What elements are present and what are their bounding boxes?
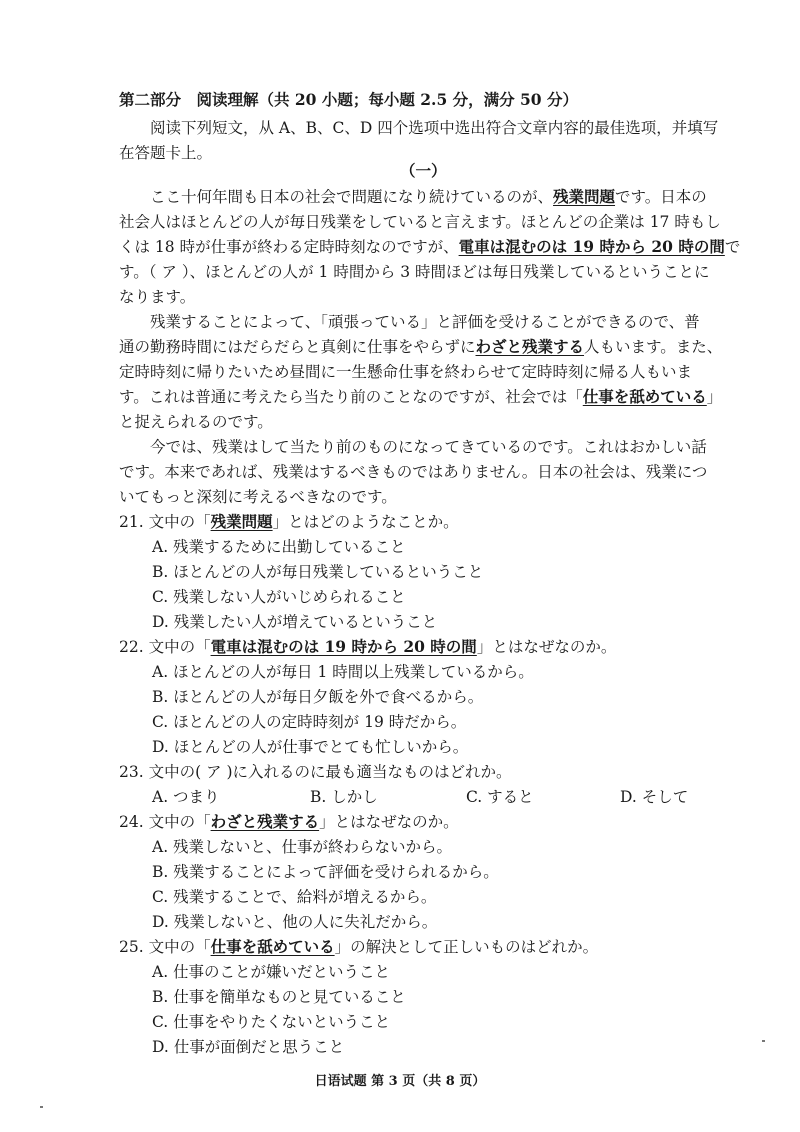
- text-run: 」の解決として正しいものはどれか。: [334, 938, 599, 956]
- passage-line: [119, 235, 740, 259]
- text-run: 22. 文中の「: [119, 638, 211, 656]
- answer-option[interactable]: C. すると: [466, 788, 534, 806]
- text-run: 」とはなぜなのか。: [319, 813, 459, 831]
- instruction-line-1: 阅读下列短文，从 A、B、C、D 四个选项中选出符合文章内容的最佳选项，并填写: [150, 119, 719, 137]
- answer-option[interactable]: A. つまり: [152, 788, 220, 806]
- text-run: 通の勤務時間にはだらだらと真剣に仕事をやらずに: [119, 338, 476, 356]
- passage-label: （一）: [400, 161, 447, 180]
- text-run: ここ十何年間も日本の社会で問題になり続けているのが、: [150, 188, 554, 206]
- answer-option[interactable]: D. 残業したい人が増えているということ: [152, 613, 438, 631]
- passage-line: 定時時刻に帰りたいため昼間に一生懸命仕事を終わらせて定時時刻に帰る人もいま: [119, 363, 693, 381]
- underlined-phrase: 残業問題: [553, 187, 616, 206]
- scan-speck: [762, 1040, 765, 1042]
- answer-option[interactable]: B. ほとんどの人が毎日残業しているということ: [152, 563, 484, 581]
- page-footer: 日语试题 第 3 页（共 8 页）: [314, 1074, 486, 1089]
- underlined-phrase: 残業問題: [210, 512, 273, 531]
- question-stem-23: 23. 文中の( ア )に入れるのに最も適当なものはどれか。: [119, 763, 512, 781]
- passage-line: と捉えられるのです。: [119, 413, 273, 431]
- passage-line: [119, 335, 722, 359]
- text-run: です。日本の: [615, 188, 707, 206]
- scan-speck: [40, 1106, 43, 1108]
- answer-option[interactable]: D. 仕事が面倒だと思うこと: [152, 1038, 345, 1056]
- underlined-phrase: 仕事を舐めている: [210, 937, 335, 956]
- underlined-phrase: 電車は混むのは 19 時から 20 時の間: [210, 637, 477, 656]
- passage-line: [119, 385, 722, 409]
- answer-option[interactable]: A. 仕事のことが嫌いだということ: [152, 963, 391, 981]
- text-run: 」: [706, 388, 723, 406]
- text-run: 」とはなぜなのか。: [476, 638, 617, 656]
- text-run: す。これは普通に考えたら当たり前のことなのですが、社会では「: [119, 388, 583, 406]
- underlined-phrase: 電車は混むのは 19 時から 20 時の間: [458, 237, 725, 256]
- text-run: くは 18 時が仕事が終わる定時時刻なのですが、: [119, 238, 459, 256]
- answer-option[interactable]: C. 残業することで、給料が増えるから。: [152, 888, 437, 906]
- passage-line: 社会人はほとんどの人が毎日残業をしていると言えます。ほとんどの企業は 17 時もし: [119, 213, 721, 231]
- question-stem-21: [119, 510, 459, 534]
- underlined-phrase: わざと残業する: [475, 337, 585, 356]
- passage-line: す。（ ア ）、ほとんどの人が 1 時間から 3 時間ほどは毎日残業しているということに: [119, 263, 710, 281]
- text-run: 」とはどのようなことか。: [272, 513, 459, 531]
- underlined-phrase: わざと残業する: [210, 812, 320, 831]
- answer-option[interactable]: A. 残業するために出勤していること: [152, 538, 406, 556]
- passage-line: なります。: [119, 288, 196, 306]
- answer-option[interactable]: D. ほとんどの人が仕事でとても忙しいから。: [152, 738, 469, 756]
- question-stem-22: [119, 635, 616, 659]
- passage-line: [150, 185, 707, 209]
- answer-option[interactable]: A. 残業しないと、仕事が終わらないから。: [152, 838, 453, 856]
- answer-option[interactable]: B. 残業することによって評価を受けられるから。: [152, 863, 499, 881]
- text-run: で: [724, 238, 741, 256]
- instruction-line-2: 在答题卡上。: [119, 144, 213, 162]
- text-run: 21. 文中の「: [119, 513, 211, 531]
- passage-line: いてもっと深刻に考えるべきなのです。: [119, 488, 397, 506]
- answer-option[interactable]: A. ほとんどの人が毎日 1 時間以上残業しているから。: [152, 663, 534, 681]
- section-header: 第二部分 阅读理解（共 20 小题；每小题 2.5 分，满分 50 分）: [119, 90, 578, 109]
- answer-option[interactable]: B. 仕事を簡単なものと見ていること: [152, 988, 406, 1006]
- answer-option[interactable]: B. しかし: [310, 788, 378, 806]
- answer-option[interactable]: C. 仕事をやりたくないということ: [152, 1013, 391, 1031]
- question-stem-25: [119, 935, 598, 959]
- answer-option[interactable]: C. ほとんどの人の定時時刻が 19 時だから。: [152, 713, 467, 731]
- question-stem-24: [119, 810, 459, 834]
- text-run: 25. 文中の「: [119, 938, 211, 956]
- passage-line: 今では、残業はして当たり前のものになってきているのです。これはおかしい話: [150, 438, 707, 456]
- answer-option[interactable]: D. 残業しないと、他の人に失礼だから。: [152, 913, 438, 931]
- underlined-phrase: 仕事を舐めている: [582, 387, 707, 406]
- text-run: 人もいます。また、: [584, 338, 723, 356]
- passage-line: です。本来であれば、残業はするべきものではありません。日本の社会は、残業につ: [119, 463, 708, 481]
- text-run: 24. 文中の「: [119, 813, 211, 831]
- answer-option[interactable]: D. そして: [620, 788, 689, 806]
- answer-option[interactable]: B. ほとんどの人が毎日夕飯を外で食べるから。: [152, 688, 484, 706]
- answer-option[interactable]: C. 残業しない人がいじめられること: [152, 588, 406, 606]
- passage-line: 残業することによって、「頑張っている」と評価を受けることができるので、普: [150, 313, 700, 331]
